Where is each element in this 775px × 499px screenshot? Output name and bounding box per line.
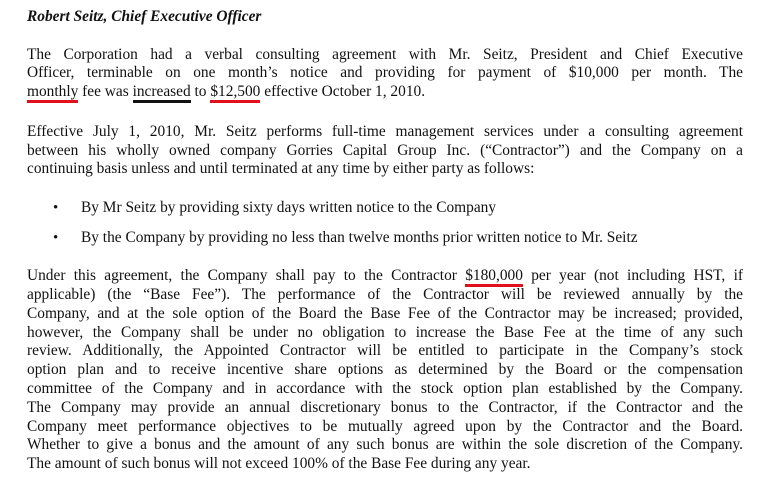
para1-line1: The Corporation had a verbal consulting agreement with Mr. Seitz, President and Chief Executive <box>27 46 743 63</box>
para3-line9: Company meet performance objectives to be mutually agreed upon by the Contractor and the Board. <box>27 418 743 435</box>
para3-line4: however, the Company shall be under no obligation to increase the Base Fee at the time of any such <box>27 324 743 341</box>
para3-line1 <box>27 267 743 285</box>
text-fee-was: fee was <box>78 83 133 100</box>
para3-line7: committee of the Company and in accordance with the stock option plan established by the Company. <box>27 380 743 397</box>
para2-line1: Effective July 1, 2010, Mr. Seitz performs full-time management services under a consulting agreement <box>27 123 743 140</box>
para3-line10: Whether to give a bonus and the amount of any such bonus are within the sole discretion of the Company. <box>27 436 743 453</box>
para3-line5: review. Additionally, the Appointed Contractor will be entitled to participate in the Company’s stock <box>27 342 743 359</box>
bullet-marker: • <box>53 230 59 246</box>
para3-line3: Company, and at the sole option of the Board the Base Fee of the Contractor may be increased; provided, <box>27 305 743 322</box>
base-fee-amount-underlined: $180,000 <box>465 267 523 287</box>
para3-line2: applicable) (the “Base Fee”). The performance of the Contractor will be reviewed annually by the <box>27 286 743 303</box>
section-heading: Robert Seitz, Chief Executive Officer <box>27 8 262 25</box>
fee-amount-underlined: $12,500 <box>210 83 260 103</box>
text-effective-date: effective October 1, 2010. <box>260 83 426 100</box>
para1-line3 <box>27 83 425 101</box>
para2-line3: continuing basis unless and until terminated at any time by either party as follows: <box>27 160 535 177</box>
para2-line2: between his wholly owned company Gorries Capital Group Inc. (“Contractor”) and the Company on a <box>27 142 743 159</box>
increased-underlined: increased <box>133 83 191 103</box>
text-per-year: per year (not including HST, if <box>522 267 743 284</box>
bullet-item-2: By the Company by providing no less than twelve months prior written notice to Mr. Seitz <box>81 229 638 246</box>
text-to: to <box>190 83 211 100</box>
bullet-item-1: By Mr Seitz by providing sixty days written notice to the Company <box>81 199 497 216</box>
para1-line2: Officer, terminable on one month’s notice and providing for payment of $10,000 per month. The <box>27 64 743 81</box>
bullet-marker: • <box>53 200 59 216</box>
para3-line11: The amount of such bonus will not exceed 100% of the Base Fee during any year. <box>27 455 531 472</box>
monthly-underlined: monthly <box>27 83 78 103</box>
para3-line6: option plan and to receive incentive share options as determined by the Board or the compensation <box>27 361 743 378</box>
para3-line8: The Company may provide an annual discretionary bonus to the Contractor, if the Contractor and the <box>27 399 743 416</box>
text-pay-intro: Under this agreement, the Company shall pay to the Contractor <box>27 267 466 284</box>
